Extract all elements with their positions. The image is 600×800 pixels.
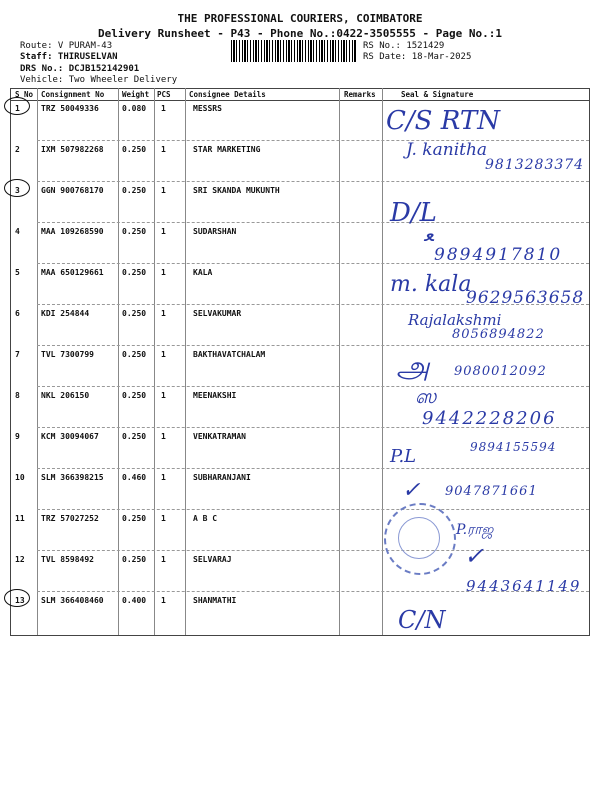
- cell-consignment-no: TRZ 57027252: [41, 514, 99, 523]
- cell-weight: 0.250: [122, 555, 147, 564]
- company-seal-inner: [398, 517, 440, 559]
- cell-sno: 6: [15, 309, 20, 318]
- cell-sno: 2: [15, 145, 20, 154]
- cell-pcs: 1: [161, 596, 166, 605]
- cell-sno: 8: [15, 391, 20, 400]
- cell-consignment-no: TVL 7300799: [41, 350, 94, 359]
- cell-consignee: MESSRS: [193, 104, 222, 113]
- cell-pcs: 1: [161, 268, 166, 277]
- cell-weight: 0.250: [122, 227, 147, 236]
- cell-pcs: 1: [161, 555, 166, 564]
- signature-8: ஸ: [415, 384, 437, 408]
- handwritten-name-6: Rajalakshmi: [408, 311, 502, 329]
- cell-consignment-no: NKL 206150: [41, 391, 90, 400]
- cell-consignee: SUBHARANJANI: [193, 473, 251, 482]
- col-signature: Seal & Signature: [401, 90, 474, 99]
- handwritten-phone-10: 9047871661: [445, 484, 538, 499]
- rs-date: RS Date: 18-Mar-2025: [363, 52, 472, 62]
- cell-sno: 4: [15, 227, 20, 236]
- barcode: [231, 40, 357, 62]
- handwritten-name-5: m. kala: [390, 272, 472, 297]
- col-remarks: Remarks: [344, 90, 376, 99]
- signature-4: ﻌ: [424, 222, 434, 246]
- cell-weight: 0.400: [122, 596, 147, 605]
- cell-consignment-no: IXM 507982268: [41, 145, 104, 154]
- cell-consignment-no: KCM 30094067: [41, 432, 99, 441]
- cell-sno: 3: [15, 186, 20, 195]
- cell-consignment-no: KDI 254844: [41, 309, 90, 318]
- cell-consignee: A B C: [193, 514, 218, 523]
- cell-pcs: 1: [161, 432, 166, 441]
- cell-consignment-no: SLM 366398215: [41, 473, 104, 482]
- cell-consignment-no: MAA 650129661: [41, 268, 104, 277]
- cell-sno: 5: [15, 268, 20, 277]
- cell-weight: 0.460: [122, 473, 147, 482]
- cell-sno: 11: [15, 514, 25, 523]
- cell-sno: 1: [15, 104, 20, 113]
- cell-consignee: BAKTHAVATCHALAM: [193, 350, 266, 359]
- col-sno: S No: [15, 90, 34, 99]
- cell-consignee: SELVAKUMAR: [193, 309, 242, 318]
- cell-pcs: 1: [161, 309, 166, 318]
- col-pcs: PCS: [157, 90, 171, 99]
- cell-pcs: 1: [161, 350, 166, 359]
- cell-weight: 0.250: [122, 514, 147, 523]
- col-consignment: Consignment No: [41, 90, 105, 99]
- cell-consignee: KALA: [193, 268, 213, 277]
- cell-consignee: SRI SKANDA MUKUNTH: [193, 186, 280, 195]
- cell-pcs: 1: [161, 186, 166, 195]
- handwritten-phone-4: 9894917810: [434, 245, 563, 265]
- handwritten-phone-12: 9443641149: [466, 577, 582, 595]
- cell-consignment-no: TVL 8598492: [41, 555, 94, 564]
- handwritten-phone-5: 9629563658: [466, 288, 585, 308]
- col-consignee: Consignee Details: [189, 90, 266, 99]
- cell-consignment-no: MAA 109268590: [41, 227, 104, 236]
- serial-circle-mark: [4, 179, 30, 197]
- cell-sno: 7: [15, 350, 20, 359]
- cell-weight: 0.250: [122, 391, 147, 400]
- cell-sno: 12: [15, 555, 25, 564]
- cell-consignee: SELVARAJ: [193, 555, 232, 564]
- staff-label: Staff: THIRUSELVAN: [20, 52, 118, 62]
- handwritten-name-2: J. kanitha: [406, 140, 488, 160]
- drs-label: DRS No.: DCJB152142901: [20, 64, 140, 74]
- table-row: [11, 592, 589, 633]
- cell-consignment-no: SLM 366408460: [41, 596, 104, 605]
- handwritten-name-11: P.ராஜ: [456, 522, 494, 538]
- cell-weight: 0.080: [122, 104, 147, 113]
- cell-pcs: 1: [161, 104, 166, 113]
- signature-10: ✓: [402, 478, 421, 503]
- company-title: THE PROFESSIONAL COURIERS, COIMBATORE: [177, 12, 423, 25]
- handwritten-phone-2: 9813283374: [485, 157, 585, 173]
- route-label: Route: V PURAM-43: [20, 41, 113, 51]
- cell-consignee: STAR MARKETING: [193, 145, 261, 154]
- cell-weight: 0.250: [122, 186, 147, 195]
- handwritten-phone-6: 8056894822: [452, 327, 545, 342]
- cell-sno: 13: [15, 596, 25, 605]
- signature-12: ✓: [464, 542, 485, 570]
- serial-circle-mark: [4, 97, 30, 115]
- cell-pcs: 1: [161, 473, 166, 482]
- handwritten-cs-rtn: C/S RTN: [386, 106, 500, 136]
- handwritten-cn: C/N: [398, 606, 446, 634]
- vehicle-label: Vehicle: Two Wheeler Delivery: [20, 75, 178, 85]
- cell-weight: 0.250: [122, 145, 147, 154]
- handwritten-phone-9: 9894155594: [470, 440, 557, 454]
- cell-consignee: VENKATRAMAN: [193, 432, 246, 441]
- col-weight: Weight: [122, 90, 150, 99]
- table-row: [11, 100, 589, 141]
- cell-weight: 0.250: [122, 350, 147, 359]
- cell-pcs: 1: [161, 391, 166, 400]
- serial-circle-mark: [4, 589, 30, 607]
- cell-weight: 0.250: [122, 309, 147, 318]
- handwritten-dl: D/L: [390, 198, 437, 228]
- table-row: [11, 182, 589, 223]
- table-row: [11, 510, 589, 551]
- cell-pcs: 1: [161, 514, 166, 523]
- cell-weight: 0.250: [122, 432, 147, 441]
- cell-consignment-no: GGN 900768170: [41, 186, 104, 195]
- cell-sno: 10: [15, 473, 25, 482]
- cell-pcs: 1: [161, 227, 166, 236]
- cell-sno: 9: [15, 432, 20, 441]
- signature-7: அ: [396, 350, 430, 385]
- cell-consignee: SHANMATHI: [193, 596, 237, 605]
- cell-consignment-no: TRZ 50049336: [41, 104, 99, 113]
- cell-consignee: SUDARSHAN: [193, 227, 237, 236]
- rs-number: RS No.: 1521429: [363, 41, 445, 51]
- runsheet-title: Delivery Runsheet - P43 - Phone No.:0422-3505555 - Page No.:1: [98, 27, 502, 40]
- cell-consignee: MEENAKSHI: [193, 391, 237, 400]
- cell-pcs: 1: [161, 145, 166, 154]
- handwritten-phone-7: 9080012092: [454, 364, 547, 379]
- handwritten-phone-8: 9442228206: [422, 408, 557, 429]
- cell-weight: 0.250: [122, 268, 147, 277]
- handwritten-pl: P.L: [390, 446, 417, 467]
